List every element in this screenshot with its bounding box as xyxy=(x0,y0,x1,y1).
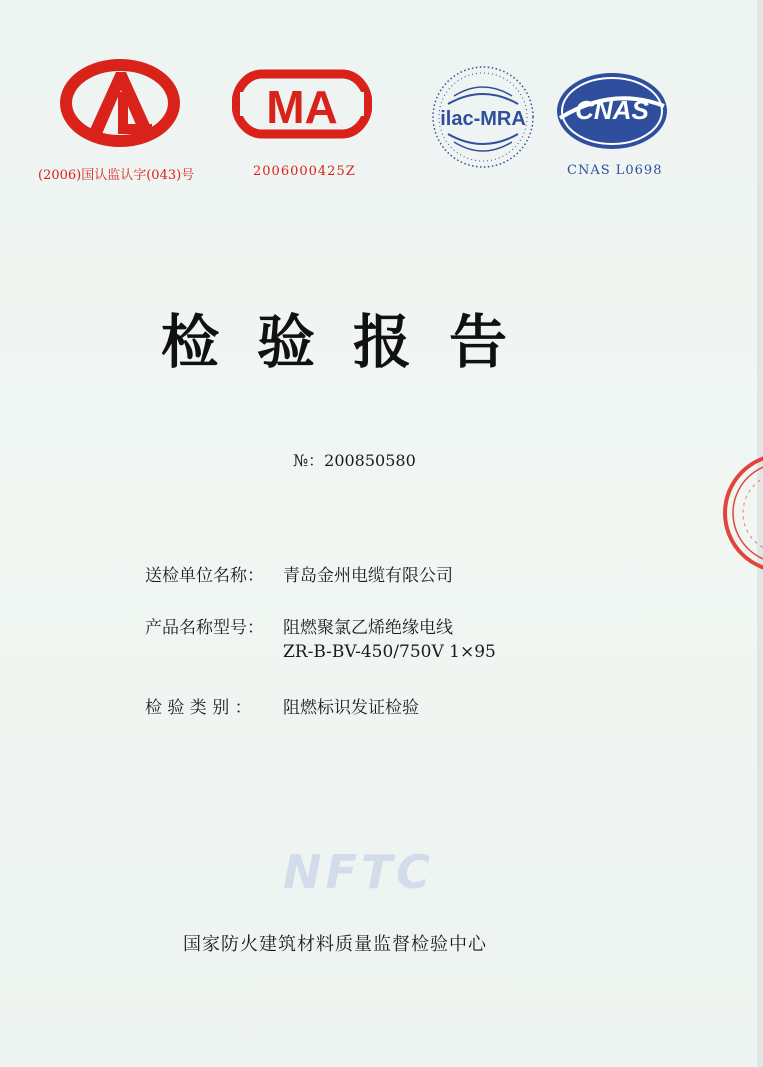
ilac-logo-text: ilac-MRA xyxy=(440,108,526,130)
submitter-value: 青岛金州电缆有限公司 xyxy=(283,566,453,586)
cal-certificate-number: (2006)国认监认字(043)号 xyxy=(38,168,195,183)
product-label: 产品名称型号： xyxy=(145,618,264,638)
cma-logo-icon xyxy=(232,68,372,140)
ilac-mra-logo-icon xyxy=(428,62,538,172)
cnas-logo-text: CNAS xyxy=(575,95,649,125)
official-seal-icon xyxy=(715,448,763,578)
cnas-logo-icon xyxy=(552,66,672,156)
submitter-label: 送检单位名称： xyxy=(145,566,264,586)
nftc-watermark: NFTC xyxy=(283,845,435,899)
product-name-value: 阻燃聚氯乙烯绝缘电线 xyxy=(283,618,453,638)
issuing-organization: 国家防火建筑材料质量监督检验中心 xyxy=(183,934,487,955)
inspection-type-label: 检 验 类 别 ： xyxy=(145,698,252,718)
report-number: №：200850580 xyxy=(293,451,416,470)
cnas-accreditation-number: CNAS L0698 xyxy=(567,163,663,178)
cal-logo-icon xyxy=(60,58,180,148)
cma-certificate-number: 2006000425Z xyxy=(253,164,356,179)
inspection-type-value: 阻燃标识发证检验 xyxy=(283,698,419,718)
product-model-value: ZR-B-BV-450/750V 1×95 xyxy=(283,642,496,662)
report-title: 检验报告 xyxy=(161,308,546,376)
svg-text:MA: MA xyxy=(266,81,338,133)
